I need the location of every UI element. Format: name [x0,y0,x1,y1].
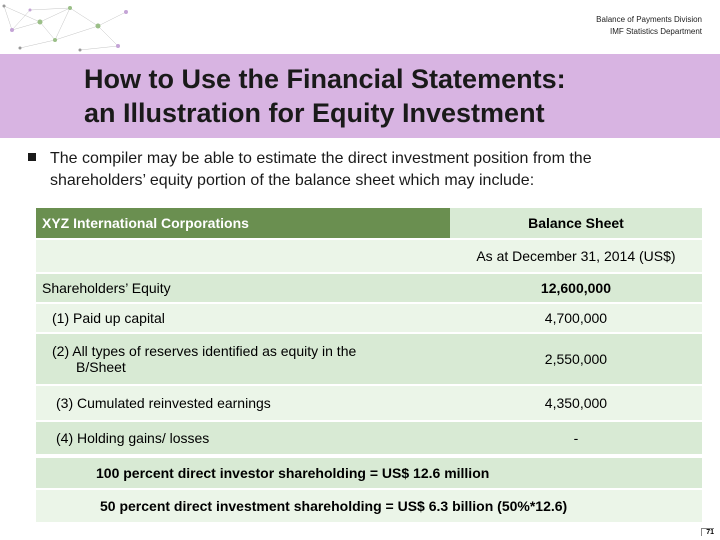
table-row [36,386,702,420]
row-value: 2,550,000 [450,334,702,384]
row-label-line-2: B/Sheet [76,359,126,375]
department-label: IMF Statistics Department [609,27,702,36]
title-line-2: an Illustration for Equity Investment [84,98,545,128]
row-value: 12,600,000 [450,274,702,302]
row-label: Shareholders’ Equity [36,274,450,302]
balance-sheet-table [36,206,702,456]
row-label [36,334,450,384]
as-at-date: As at December 31, 2014 (US$) [450,240,702,272]
title-line-1: How to Use the Financial Statements: [84,64,566,94]
table-row [36,334,702,384]
table-row [36,274,702,302]
sheet-title: Balance Sheet [450,208,702,238]
page-title [84,62,566,130]
network-graphic [0,0,140,60]
bullet-line-2: shareholders’ equity portion of the balance sheet which may include: [50,172,535,189]
row-value: 4,350,000 [450,386,702,420]
row-label: (3) Cumulated reinvested earnings [36,386,450,420]
row-value: - [450,422,702,454]
bullet-text [50,148,710,192]
summary-line-1: 100 percent direct investor shareholding = US$ 12.6 million [36,458,702,488]
table-row [36,304,702,332]
table-row [36,240,702,272]
row-label: (4) Holding gains/ losses [36,422,450,454]
row-label-line-1: (2) All types of reserves identified as equity in the [52,343,357,359]
header-info [596,14,702,38]
summary-line-2: 50 percent direct investment shareholding = US$ 6.3 billion (50%*12.6) [36,490,702,522]
table-row [36,422,702,454]
row-label: (1) Paid up capital [36,304,450,332]
table-header-row [36,208,702,238]
division-label: Balance of Payments Division [596,15,702,24]
company-name: XYZ International Corporations [36,208,450,238]
square-bullet-icon [28,153,36,161]
row-value: 4,700,000 [450,304,702,332]
bullet-line-1: The compiler may be able to estimate the direct investment position from the [50,150,592,167]
page-number: 71 [701,528,714,536]
